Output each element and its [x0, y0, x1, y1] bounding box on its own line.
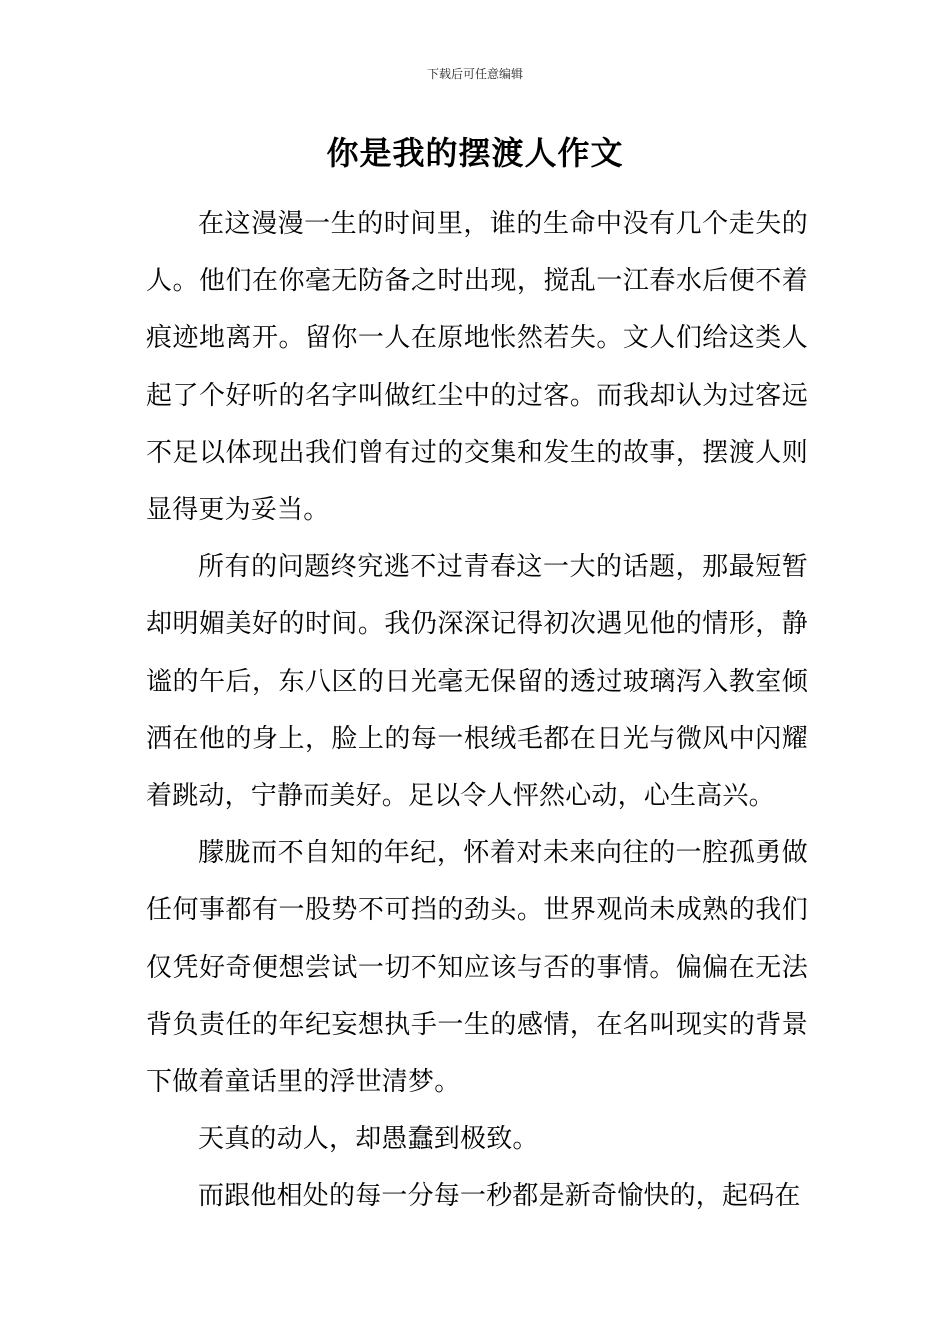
- paragraph-2: 所有的问题终究逃不过青春这一大的话题，那最短暂却明媚美好的时间。我仍深深记得初次遇见他的情形，静谧的午后，东八区的日光毫无保留的透过玻璃泻入教室倾洒在他的身上，脸上的每一根绒毛都在日光与微风中闪耀着跳动，宁静而美好。足以令人怦然心动，心生高兴。: [146, 552, 808, 812]
- paragraph-1: 在这漫漫一生的时间里，谁的生命中没有几个走失的人。他们在你毫无防备之时出现，搅乱一江春水后便不着痕迹地离开。留你一人在原地怅然若失。文人们给这类人起了个好听的名字叫做红尘中的过客。而我却认为过客远不足以体现出我们曾有过的交集和发生的故事，摆渡人则显得更为妥当。: [146, 209, 808, 526]
- paragraph-3: 朦胧而不自知的年纪，怀着对未来向往的一腔孤勇做任何事都有一股势不可挡的劲头。世界观尚未成熟的我们仅凭好奇便想尝试一切不知应该与否的事情。偏偏在无法背负责任的年纪妄想执手一生的感情，在名叫现实的背景下做着童话里的浮世清梦。: [146, 838, 808, 1098]
- document-body: [146, 196, 808, 1226]
- paragraph-5: 而跟他相处的每一分每一秒都是新奇愉快的，起码在: [198, 1181, 801, 1212]
- paragraph-4: 天真的动人，却愚蠢到极致。: [198, 1124, 539, 1155]
- header-note: 下载后可任意编辑: [426, 67, 523, 81]
- document-title: 你是我的摆渡人作文: [326, 134, 624, 172]
